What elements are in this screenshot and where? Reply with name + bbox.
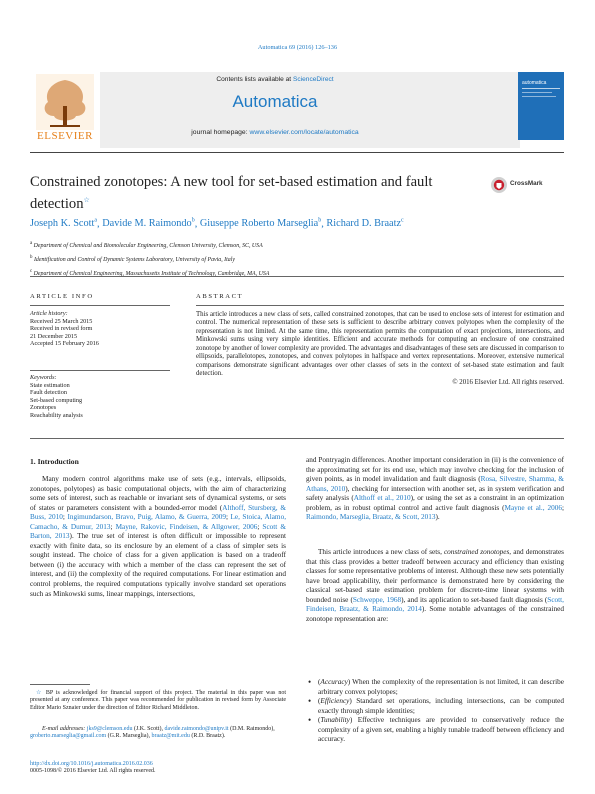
citation-link[interactable]: Mayne, Rakovic, Findeisen, & Allgower, 2006	[115, 522, 258, 531]
intro-left-paragraph: Many modern control algorithms make use of sets (e.g., intervals, ellipsoids, zonotopes, polytopes) as basic computational objects, with the aim of characterizing some sets of interest, such as reachable or invariant sets of dynamical systems, or sets of states or parameters consistent with a bounded-error model (Althoff, Stursberg, & Buss, 2010; Ingimundarson, Bravo, Puig, Alamo, & Guerra, 2009; Le, Stoica, Alamo, Camacho, & Dumur, 2013; Mayne, Rakovic, Findeisen, & Allgower, 2006; Scott & Barton, 2013). The true set of interest is often difficult or impossible to represent exactly with finite data, so its enclosure by an element of a class of simpler sets is sought instead. The choice of class for a given application is based on a tradeoff between (i) the accuracy with which a member of the class can represent the set of interest, and (ii) the complexity of the required computations. For linear estimation and control problems, the required computations typically involve standard set operations such as Minkowski sums, linear mappings, intersections,	[30, 475, 287, 598]
citation-link[interactable]: Althoff, Stursberg, & Buss, 2010	[30, 503, 286, 522]
abstract-text: This article introduces a new class of sets, called constrained zonotopes, that can be used to enclose sets of interest for estimation and control. The numerical representation of these sets is sufficient to describe arbitrary convex polytopes when the complexity of the representation is not limited. At the same time, this representation permits the computation of exact projections, intersections, and Minkowski sums using very simple identities. Efficient and accurate methods for computing an enclosure of one constrained zonotope by another of lower complexity are provided. The advantages and disadvantages of these sets are discussed in comparison to ellipsoids, parallelotopes, zonotopes, and convex polytopes in halfspace and vertex representations. Moreover, extensive numerical comparisons demonstrate significant advantages over other classes of sets in the context of set-based state estimation and fault detection.	[196, 311, 564, 378]
author[interactable]: Joseph K. Scott$^a$	[30, 218, 98, 230]
list-item: • (Tunability) Effective techniques are provided to conservatively reduce the complexity of a given set, enabling a highly tunable tradeoff between efficiency and accuracy.	[306, 716, 564, 745]
section-heading: 1. Introduction	[30, 457, 79, 466]
author[interactable]: Giuseppe Roberto Marseglia$^b$	[199, 218, 322, 230]
abstract-copyright: © 2016 Elsevier Ltd. All rights reserved.	[452, 378, 564, 386]
keyword: Zonotopes	[30, 404, 57, 412]
article-title	[30, 174, 450, 213]
journal-cover[interactable]	[518, 72, 564, 140]
doi-block	[30, 761, 286, 776]
crossmark-badge[interactable]	[490, 176, 560, 194]
title-text: Constrained zonotopes: A new tool for set-based estimation and fault detection	[30, 174, 433, 212]
advantages-list	[306, 678, 564, 745]
cover-rule	[522, 92, 552, 93]
contents-prefix: Contents lists available at	[216, 76, 293, 83]
citation-link[interactable]: Althoff et al., 2010	[353, 494, 411, 503]
author-list: Joseph K. Scott$^a$, Davide M. Raimondo$^b$, Giuseppe Roberto Marseglia$^b$, Richard D. Braatz$^c$	[30, 218, 404, 230]
crossmark-icon	[490, 176, 508, 194]
homepage-line	[30, 129, 520, 136]
homepage-link[interactable]: www.elsevier.com/locate/automatica	[249, 129, 359, 136]
contents-line	[30, 76, 520, 83]
cover-rule	[522, 96, 556, 97]
abstract-heading: ABSTRACT	[196, 293, 244, 300]
citation-link[interactable]: Rosa, Silvestre, Shamma, & Athans, 2010	[306, 475, 564, 493]
funding-footnote: ☆ BP is acknowledged for financial support of this project. The material in this paper was not presented at any conference. This paper was recommended for publication in revised form by Associate Editor Mario Sznaier under the direction of Editor Richard Middleton.	[30, 690, 286, 711]
affiliation: $^a$ Department of Chemical and Biomolecular Engineering, Clemson University, Clemson, SC, USA	[30, 241, 263, 249]
keyword: Fault detection	[30, 389, 67, 397]
doi-link[interactable]: http://dx.doi.org/10.1016/j.automatica.2016.02.036	[30, 761, 153, 767]
email-link[interactable]: jks9@clemson.edu	[86, 726, 133, 732]
journal-reference[interactable]: Automatica 69 (2016) 126–136	[257, 44, 338, 51]
elsevier-tree-icon	[30, 72, 100, 134]
elsevier-logo	[30, 72, 100, 148]
abstract-rule	[196, 305, 564, 306]
cover-title: automatica	[522, 80, 547, 86]
keyword: Set-based computing	[30, 396, 83, 404]
intro-right-paragraph-2: This article introduces a new class of sets, constrained zonotopes, and demonstrates that this class provides a better tradeoff between accuracy and efficiency than existing classes for some representative problems of interest. Although these new sets potentially have broad applicability, their performance is demonstrated here by considering the classical set-based state estimation problem for discrete-time linear systems with bounded noise (Schweppe, 1968), and its application to set-based fault diagnosis (Scott, Findeisen, Braatz, & Raimondo, 2014). Some notable advantages of the constrained zonotope representation are:	[306, 548, 564, 623]
title-footnote-marker[interactable]: ☆	[83, 195, 90, 204]
footnote-rule	[30, 684, 90, 685]
history-item: Accepted 15 February 2016	[30, 340, 99, 348]
history-item: 21 December 2015	[30, 332, 78, 340]
intro-right-paragraph-1: and Pontryagin differences. Another important consideration in (ii) is the convenience of the approximating set for its end use, which may involve checking for the inclusion of given points, as in model invalidation and fault diagnosis (Rosa, Silvestre, Shamma, & Athans, 2010), checking for intersection with another set, as in system verification and safety analysis (Althoff et al., 2010), or using the set as a constraint in an optimization problem, as in robust optimal control and active fault diagnosis (Mayne et al., 2006; Raimondo, Marseglia, Braatz, & Scott, 2013).	[306, 456, 564, 522]
crossmark-label: CrossMark	[510, 180, 543, 187]
citation-link[interactable]: Scott & Barton, 2013	[30, 522, 287, 541]
sciencedirect-link[interactable]: ScienceDirect	[292, 76, 334, 83]
keyword: State estimation	[30, 381, 70, 389]
footnote-star[interactable]: ☆	[36, 690, 43, 696]
issn-line: 0005-1098/© 2016 Elsevier Ltd. All rights reserved.	[30, 768, 156, 775]
citation-link[interactable]: Ingimundarson, Bravo, Puig, Alamo, & Guerra, 2009	[67, 513, 226, 522]
homepage-prefix: journal homepage:	[191, 129, 250, 136]
article-info-heading: ARTICLE INFO	[30, 293, 94, 300]
citation-link[interactable]: Mayne et al., 2006	[504, 503, 562, 512]
list-item: • (Efficiency) Standard set operations, including intersections, can be computed exactly through simple identities;	[306, 697, 564, 716]
citation-link[interactable]: Raimondo, Marseglia, Braatz, & Scott, 2013	[306, 513, 436, 522]
abstract-body	[196, 311, 564, 387]
article-history	[30, 310, 170, 348]
journal-header-band	[30, 72, 520, 148]
citation-link[interactable]: Scott, Findeisen, Braatz, & Raimondo, 2014	[306, 595, 564, 614]
email-link[interactable]: braatz@mit.edu	[151, 733, 190, 740]
header-divider	[30, 152, 564, 153]
keywords-label: Keywords:	[30, 374, 57, 381]
history-item: Received 25 March 2015	[30, 317, 93, 325]
history-label: Article history:	[30, 310, 68, 317]
keywords-rule	[30, 370, 170, 371]
elsevier-wordmark: ELSEVIER	[37, 130, 93, 142]
keywords	[30, 374, 170, 420]
front-matter-divider	[30, 438, 564, 439]
affiliation: $^c$ Department of Chemical Engineering, Massachusetts Institute of Technology, Cambridge, MA, USA	[30, 269, 270, 278]
affiliation: $^b$ Identification and Control of Dynamic Systems Laboratory, University of Pavia, Italy	[30, 255, 235, 264]
email-link[interactable]: davide.raimondo@unipv.it	[164, 726, 229, 732]
keyword: Reachability analysis	[30, 411, 83, 419]
email-footnote: E-mail addresses: jks9@clemson.edu (J.K. Scott), davide.raimondo@unipv.it (D.M. Raimondo), groberto.marseglia@gmail.com (G.R. Marseglia), braatz@mit.edu (R.D. Braatz).	[30, 726, 275, 740]
article-info-rule	[30, 305, 170, 306]
author[interactable]: Davide M. Raimondo$^b$	[102, 218, 195, 230]
list-item: • (Accuracy) When the complexity of the representation is not limited, it can describe arbitrary convex polytopes;	[306, 678, 564, 697]
history-item: Received in revised form	[30, 325, 93, 333]
cover-rule	[522, 88, 560, 89]
journal-name: Automatica	[232, 92, 318, 111]
email-link[interactable]: groberto.marseglia@gmail.com	[30, 733, 107, 740]
citation-link[interactable]: Schweppe, 1968	[352, 595, 402, 604]
author[interactable]: Richard D. Braatz$^c$	[326, 218, 404, 230]
affiliations	[30, 238, 564, 281]
affiliations-divider	[30, 276, 564, 277]
citation-link[interactable]: Le, Stoica, Alamo, Camacho, & Dumur, 2013	[30, 513, 287, 531]
